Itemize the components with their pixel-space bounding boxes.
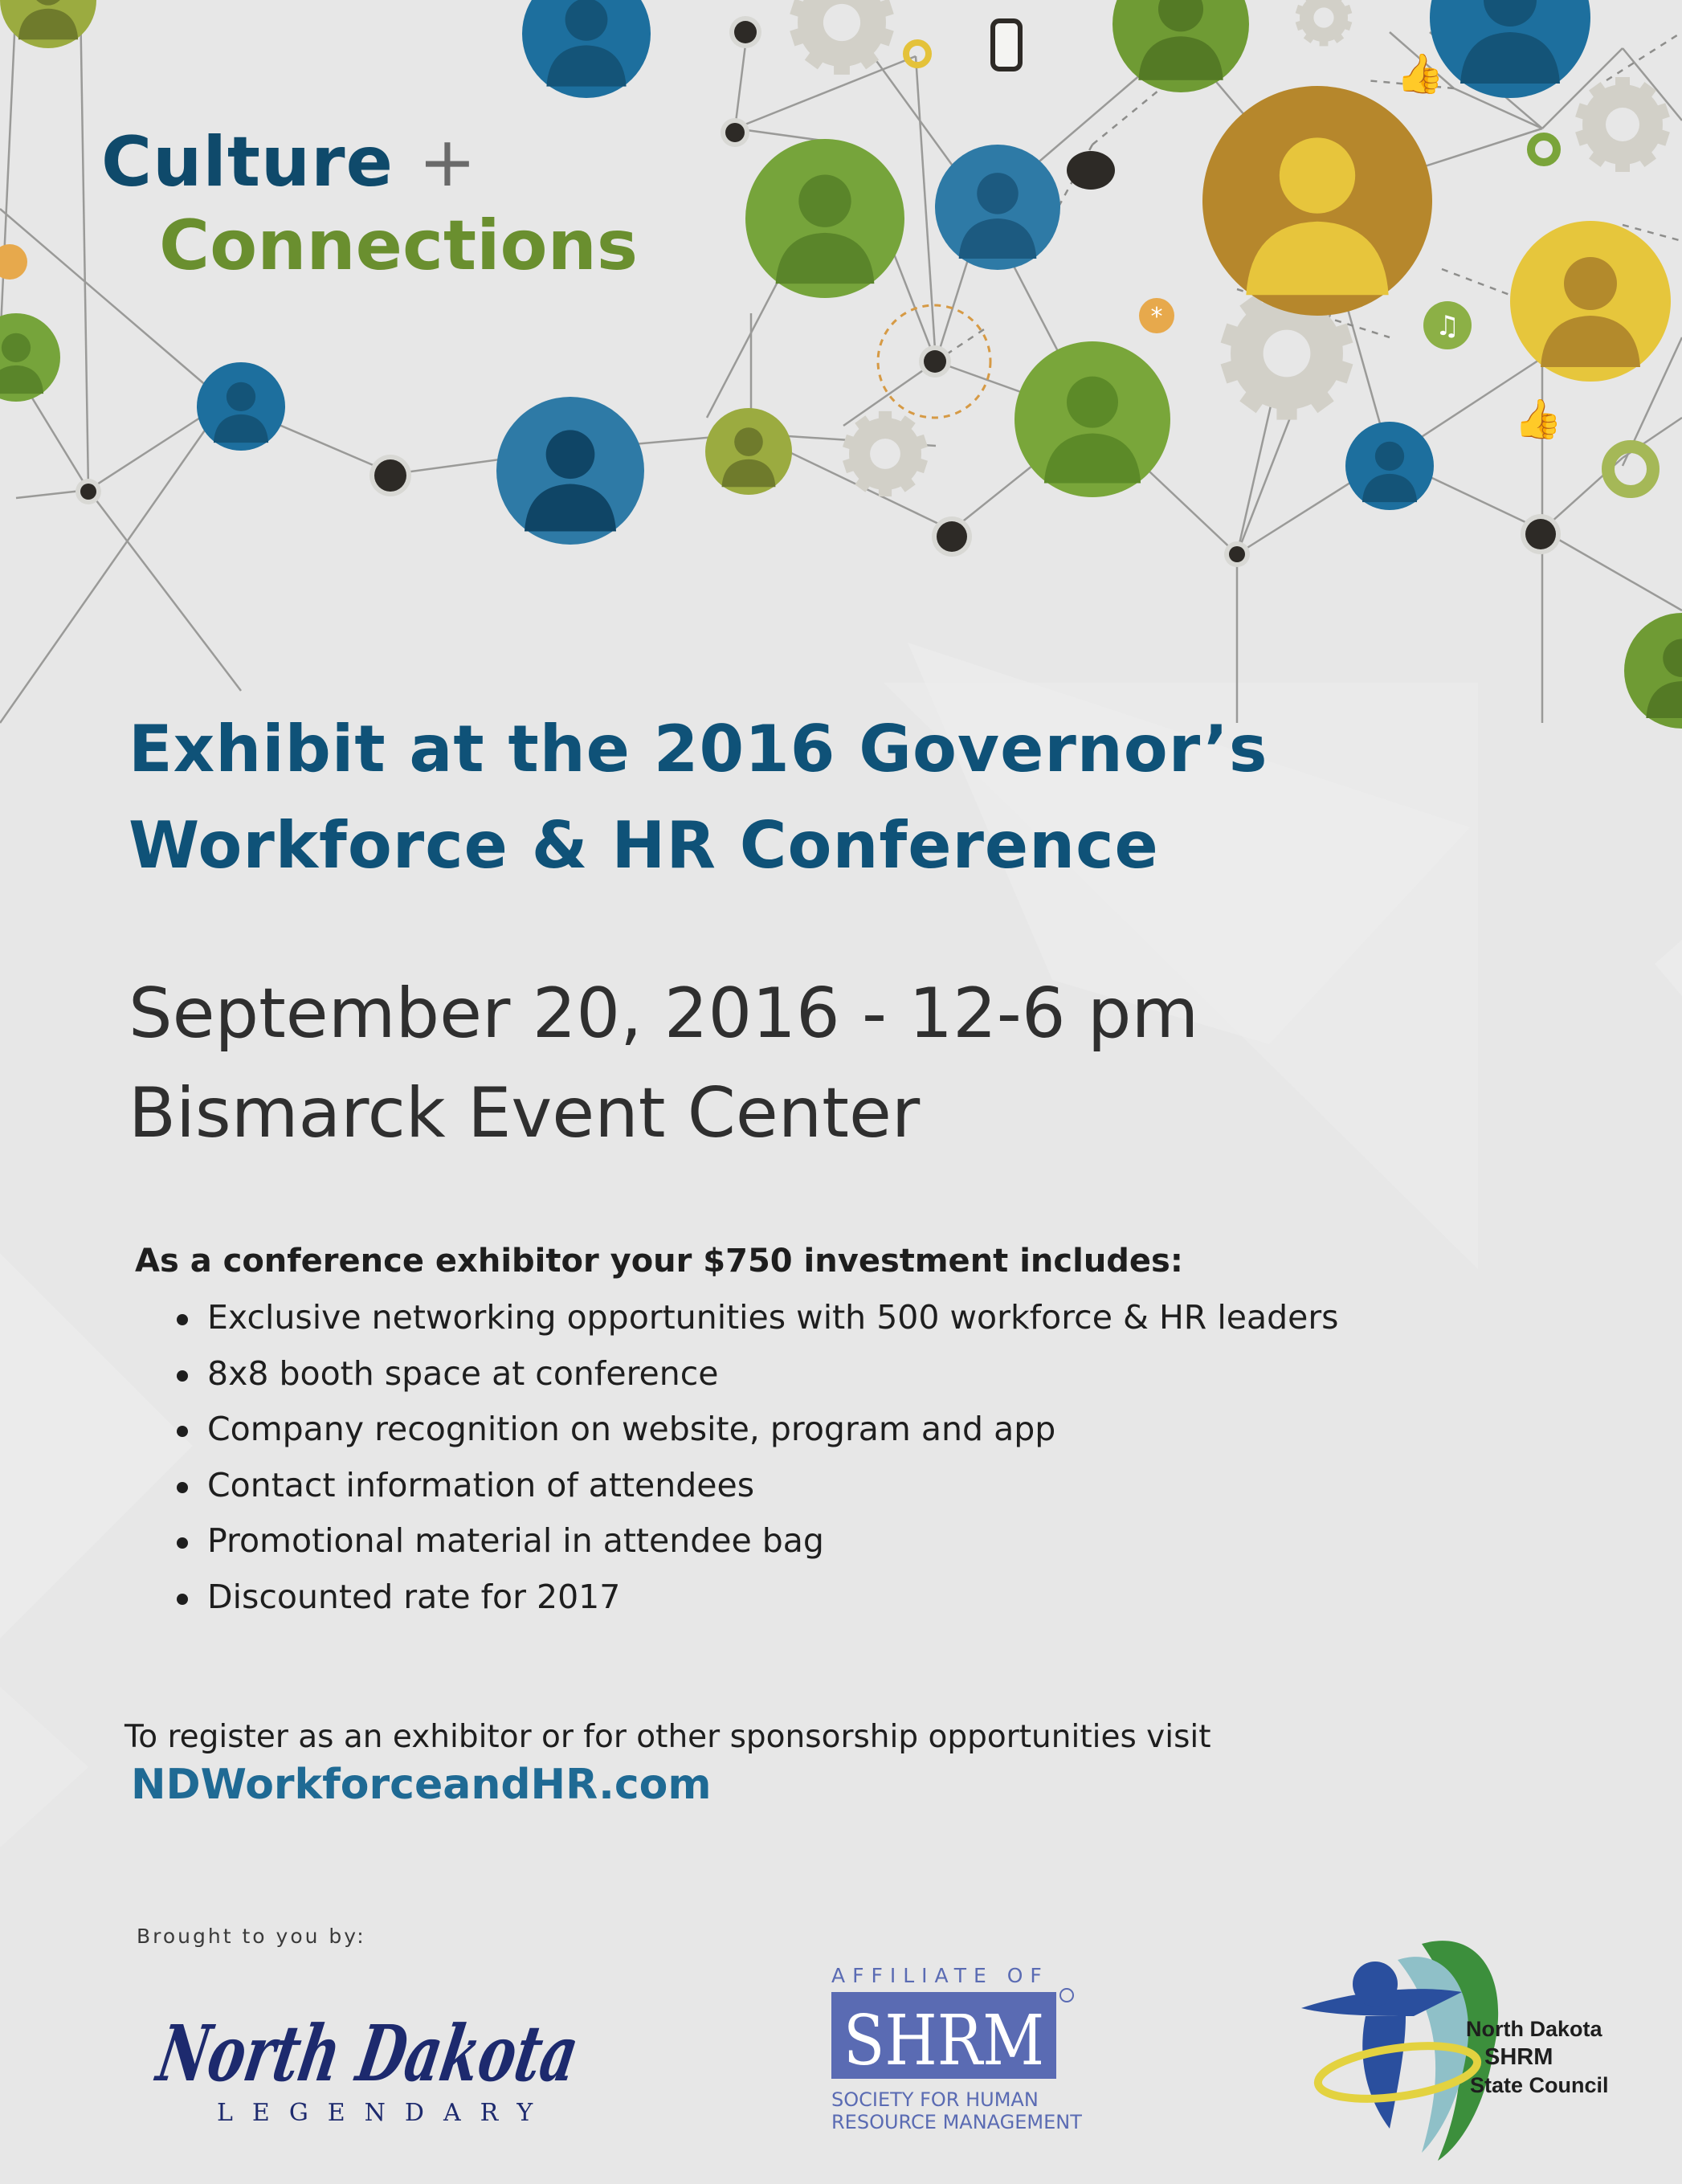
nd-shrm-state-council-logo <box>1301 1928 1609 2169</box>
network-node <box>734 21 757 43</box>
benefit-item: Discounted rate for 2017 <box>165 1574 1339 1631</box>
headline-line-1: Exhibit at the 2016 Governor’s <box>129 712 1268 786</box>
benefit-item: Promotional material in attendee bag <box>165 1518 1339 1574</box>
gear-icon <box>1296 0 1353 46</box>
figure-body-icon <box>1362 2016 1406 2129</box>
brand-plus: + <box>418 122 477 202</box>
website-link[interactable]: NDWorkforceandHR.com <box>131 1761 712 1809</box>
bullet-icon <box>177 1314 188 1325</box>
shrm-affiliate-logo <box>827 1960 1082 2137</box>
network-illustration <box>0 0 1682 723</box>
bullet-icon <box>177 1594 188 1605</box>
figure-head-icon <box>1353 1962 1398 2006</box>
brought-to-you-label: Brought to you by: <box>137 1925 366 1948</box>
connection-line <box>735 56 916 129</box>
north-dakota-script: North Dakota <box>151 2007 756 2099</box>
benefit-item: Exclusive networking opportunities with 500 workforce & HR leaders <box>165 1295 1339 1351</box>
bullet-icon <box>177 1537 188 1549</box>
council-line-3: State Council <box>1470 2073 1609 2097</box>
person-avatar-icon <box>1624 613 1682 729</box>
asterisk-bubble-icon <box>0 244 27 280</box>
benefits-list <box>165 1295 1339 1630</box>
connection-lines <box>0 0 1682 723</box>
event-venue: Bismarck Event Center <box>129 1073 921 1153</box>
benefits-intro: As a conference exhibitor your $750 investment includes: <box>135 1243 1183 1280</box>
person-avatar-icon <box>522 0 651 98</box>
connection-line <box>0 0 16 345</box>
smartphone-icon <box>993 21 1020 69</box>
bullet-icon <box>177 1482 188 1493</box>
person-avatar-icon <box>935 145 1060 270</box>
ring-node <box>906 43 929 65</box>
headline-line-2: Workforce & HR Conference <box>129 808 1159 883</box>
thumbs-up-icon: 👍 <box>1514 397 1562 442</box>
person-avatar-icon <box>1345 422 1434 510</box>
council-line-1: North Dakota <box>1466 2017 1602 2041</box>
thumbs-up-icon: 👍 <box>1396 51 1444 96</box>
event-date-time: September 20, 2016 - 12-6 pm <box>129 974 1199 1054</box>
bullet-icon <box>177 1370 188 1382</box>
connection-line <box>1542 530 1682 610</box>
brand-title <box>101 122 638 289</box>
connection-line <box>0 402 225 723</box>
shrm-mark: SHRM <box>843 2001 1044 2081</box>
register-text: To register as an exhibitor or for other sponsorship opportunities visit <box>125 1719 1211 1755</box>
event-details <box>129 964 1198 1163</box>
person-avatar-icon <box>197 362 285 451</box>
benefit-item: 8x8 booth space at conference <box>165 1351 1339 1407</box>
affiliate-of-label: AFFILIATE OF <box>831 1964 1049 1987</box>
gear-icon <box>1575 77 1670 172</box>
network-node <box>725 123 745 142</box>
brand-word-culture: Culture <box>101 122 394 202</box>
person-avatar-icon <box>745 139 904 298</box>
person-avatar-icon <box>705 408 792 495</box>
person-avatar-icon <box>1015 341 1170 497</box>
music-note-glyph: ♫ <box>1435 310 1460 342</box>
network-node <box>937 521 967 552</box>
network-node <box>1229 546 1245 562</box>
speech-bubble-icon <box>1067 151 1115 190</box>
network-node <box>1525 519 1556 549</box>
person-avatar-icon <box>1202 86 1432 316</box>
person-avatar-icon <box>496 397 644 545</box>
brand-word-connections: Connections <box>159 206 639 286</box>
legendary-tagline: LEGENDARY <box>217 2099 553 2127</box>
connection-line <box>80 0 88 490</box>
connection-line <box>88 490 241 691</box>
person-avatar-icon <box>1112 0 1249 92</box>
benefit-item: Contact information of attendees <box>165 1463 1339 1519</box>
asterisk-glyph: * <box>1150 303 1163 331</box>
person-avatar-icon <box>1510 221 1671 382</box>
council-line-2: SHRM <box>1484 2044 1553 2070</box>
benefit-item: Company recognition on website, program and app <box>165 1406 1339 1463</box>
network-node <box>80 484 96 500</box>
person-avatar-icon <box>0 313 60 402</box>
shrm-line-1: SOCIETY FOR HUMAN <box>831 2088 1039 2111</box>
network-node <box>924 350 946 373</box>
bullet-icon <box>177 1426 188 1437</box>
shrm-line-2: RESOURCE MANAGEMENT <box>831 2111 1082 2133</box>
ring-node <box>1531 137 1557 162</box>
registered-icon <box>1060 1989 1073 2002</box>
north-dakota-legendary-logo <box>151 2000 756 2137</box>
network-node <box>374 459 406 492</box>
person-avatar-icon <box>1430 0 1590 98</box>
headline <box>129 701 1574 894</box>
